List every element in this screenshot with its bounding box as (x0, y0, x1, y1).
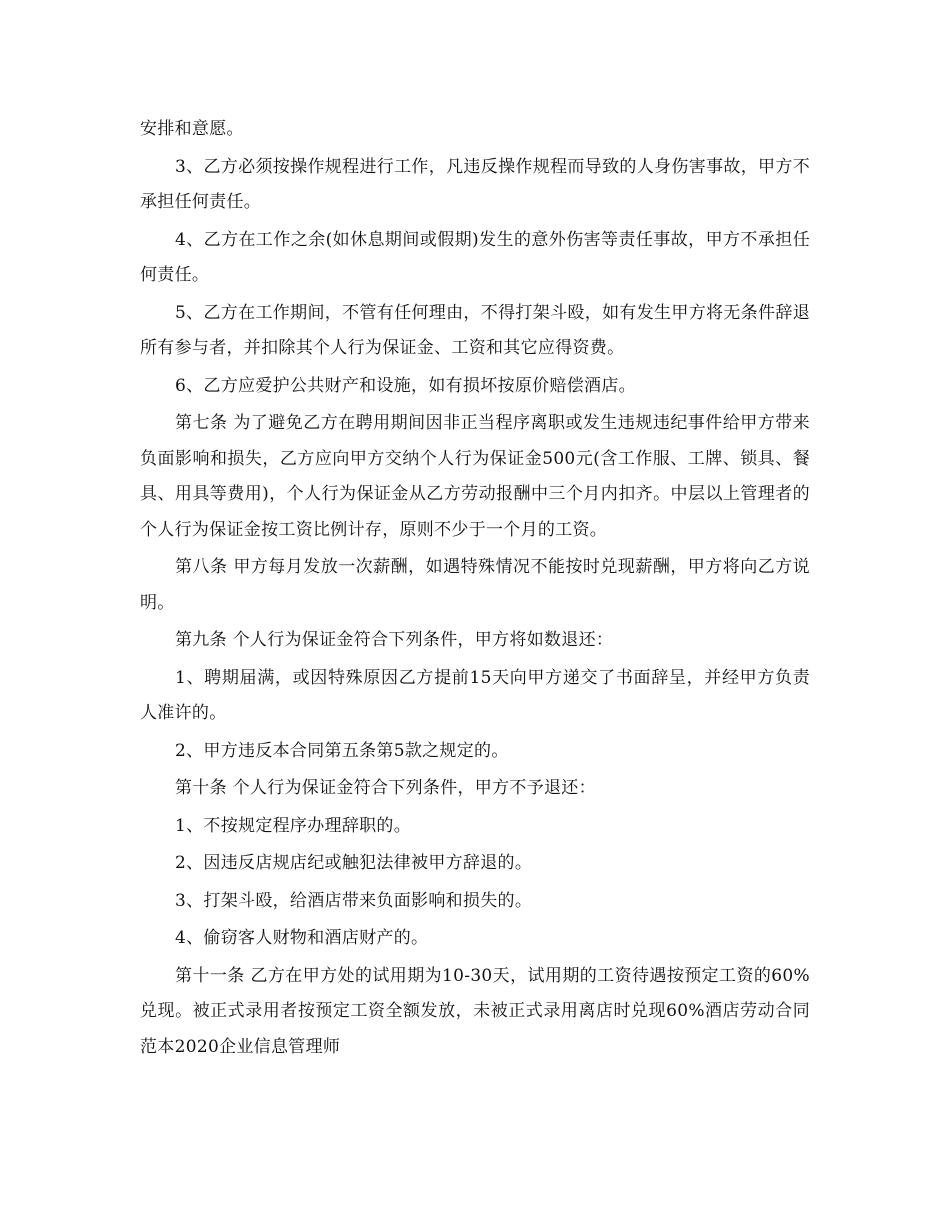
paragraph-3: 5、乙方在工作期间，不管有任何理由，不得打架斗殴，如有发生甲方将无条件辞退所有参与者，并扣除其个人行为保证金、工资和其它应得资费。 (140, 302, 810, 358)
paragraph-13: 3、打架斗殴，给酒店带来负面影响和损失的。 (175, 890, 533, 911)
paragraph-4: 6、乙方应爱护公共财产和设施，如有损坏按原价赔偿酒店。 (175, 375, 636, 396)
paragraph-15: 第十一条 乙方在甲方处的试用期为10-30天，试用期的工资待遇按预定工资的60%兑现。被正式录用者按预定工资全额发放，未被正式录用离店时兑现60%酒店劳动合同范本2020企业信息管理师 (140, 965, 810, 1057)
paragraph-7: 第九条 个人行为保证金符合下列条件，甲方将如数退还： (175, 630, 614, 650)
paragraph-6: 第八条 甲方每月发放一次薪酬，如遇特殊情况不能按时兑现薪酬，甲方将向乙方说明。 (140, 557, 810, 613)
paragraph-12: 2、因违反店规店纪或触犯法律被甲方辞退的。 (175, 853, 533, 873)
paragraph-5: 第七条 为了避免乙方在聘用期间因非正当程序离职或发生违规违纪事件给甲方带来负面影响和损失，乙方应向甲方交纳个人行为保证金500元(含工作服、工牌、锁具、餐具、用具等费用)，个人行为保证金从乙方劳动报酬中三个月内扣齐。中层以上管理者的个人行为保证金按工资比例计存，原则不少于一个月的工资。 (140, 413, 810, 540)
paragraph-11: 1、不按规定程序办理辞职的。 (175, 815, 412, 836)
paragraph-14: 4、偷窃客人财物和酒店财产的。 (175, 928, 429, 948)
paragraph-0: 安排和意愿。 (140, 119, 244, 139)
paragraph-2: 4、乙方在工作之余(如休息期间或假期)发生的意外伤害等责任事故，甲方不承担任何责任。 (140, 229, 810, 285)
paragraph-1: 3、乙方必须按操作规程进行工作，凡违反操作规程而导致的人身伤害事故，甲方不承担任何责任。 (140, 156, 810, 212)
paragraph-8: 1、聘期届满，或因特殊原因乙方提前15天向甲方递交了书面辞呈，并经甲方负责人准许的。 (140, 667, 810, 723)
document-body (140, 112, 810, 1067)
paragraph-9: 2、甲方违反本合同第五条第5款之规定的。 (175, 740, 509, 761)
paragraph-10: 第十条 个人行为保证金符合下列条件，甲方不予退还： (175, 778, 596, 798)
